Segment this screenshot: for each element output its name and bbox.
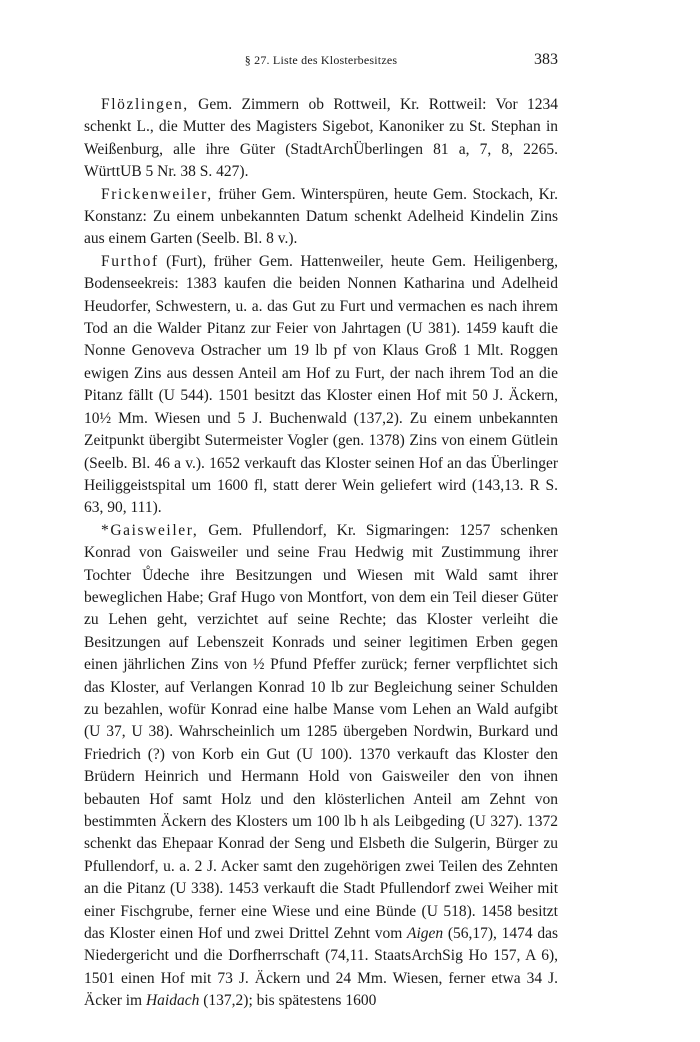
body-text (84, 94, 558, 1013)
entry-furthof (84, 251, 558, 520)
running-header (84, 49, 558, 71)
place-name: Furthof (101, 252, 159, 270)
place-name: Flözlingen, (101, 96, 189, 113)
page-number: 383 (534, 51, 558, 68)
entry-text-continued: (56,17), 1474 das Niedergericht und die Dorfherrschaft (74,11. StaatsArchSig Ho 157, A 6), 1501 einen Hof mit 73 J. Äckern und 24 Mm. Wiesen, ferner etwa 34 J. Äcker im (84, 925, 558, 1010)
place-name: *Gaisweiler, (101, 521, 199, 539)
entry-frickenweiler (84, 184, 558, 251)
entry-gaisweiler (84, 520, 558, 1013)
entry-text: Gem. Pfullendorf, Kr. Sigmaringen: 1257 schenken Konrad von Gaisweiler und seine Frau Hedwig mit Zustimmung ihrer Tochter Ůdeche ihre Besitzungen und Wiesen mit Wald samt ihrer beweglichen Habe; Graf Hugo von Montfort, von dem ein Teil dieser Güter zu Lehen geht, verzichtet auf seine Rechte; das Kloster verleiht die Besitzungen auf Lebenszeit Konrads und seiner legitimen Erben gegen einen jährlichen Zins von ½ Pfund Pfeffer zurück; ferner verpflichtet sich das Kloster, auf Verlangen Konrad 10 lb zur Begleichung seiner Schulden zu bezahlen, wofür Konrad eine halbe Manse vom Lehen an Wald aufgibt (U 37, U 38). Wahrscheinlich um 1285 übergeben Nordwin, Burkard und Friedrich (?) von Korb ein Gut (U 100). 1370 verkauft das Kloster den Brüdern Heinrich und Hermann Hold von Gaisweiler den von ihnen bebauten Hof samt Holz und den klösterlichen Anteil am Zehnt von bestimmten Äckern des Klosters um 100 lb h als Leibgeding (U 327). 1372 schenkt das Ehepaar Konrad der Seng und Elsbeth die Sulgerin, Bürger zu Pfullendorf, u. a. 2 J. Acker samt den zugehörigen zwei Teilen des Zehnten an die Pitanz (U 338). 1453 verkauft die Stadt Pfullendorf zwei Weiher mit einer Fischgrube, ferner eine Wiese und eine Bünde (U 518). 1458 besitzt das Kloster einen Hof und zwei Drittel Zehnt vom (84, 521, 558, 943)
section-title: § 27. Liste des Klosterbesitzes (244, 53, 398, 67)
entry-text: Gem. Zimmern ob Rottweil, Kr. Rottweil: Vor 1234 schenkt L., die Mutter des Magisters Sigebot, Kanoniker zu St. Stephan in Weißenburg, alle ihre Güter (StadtArchÜberlingen 81 a, 7, 8, 2265. WürttUB 5 Nr. 38 S. 427). (84, 96, 558, 181)
entry-floezlingen (84, 94, 558, 184)
entry-text: früher Gem. Winterspüren, heute Gem. Stockach, Kr. Konstanz: Zu einem unbekannten Datum schenkt Adelheid Kindelin Zins aus einem Garten (Seelb. Bl. 8 v.). (84, 185, 558, 248)
italic-term-haidach: Haidach (145, 992, 200, 1010)
entry-text: (Furt), früher Gem. Hattenweiler, heute Gem. Heiligenberg, Bodenseekreis: 1383 kaufen die beiden Nonnen Katharina und Adelheid Heudorfer, Schwestern, u. a. das Gut zu Furt und vermachen es nach ihrem Tod an die Walder Pitanz zur Feier von Jahrtagen (U 381). 1459 kauft die Nonne Genoveva Ostracher um 19 lb pf von Klaus Groß 1 Mlt. Roggen ewigen Zins aus dessen Anteil am Hof zu Furt, der nach ihrem Tod an die Pitanz fällt (U 544). 1501 besitzt das Kloster einen Hof mit 50 J. Äckern, 10½ Mm. Wiesen und 5 J. Buchenwald (137,2). Zu einem unbekannten Zeitpunkt übergibt Sutermeister Vogler (gen. 1378) Zins von einem Gütlein (Seelb. Bl. 46 a v.). 1652 verkauft das Kloster seinen Hof an das Überlinger Heiliggeistspital um 1600 fl, statt derer Wein geliefert wird (143,13. R S. 63, 90, 111). (84, 252, 558, 517)
place-name: Frickenweiler, (101, 185, 213, 203)
italic-term-aigen: Aigen (406, 925, 444, 943)
entry-text-continued: (137,2); bis spätestens 1600 (199, 992, 377, 1010)
